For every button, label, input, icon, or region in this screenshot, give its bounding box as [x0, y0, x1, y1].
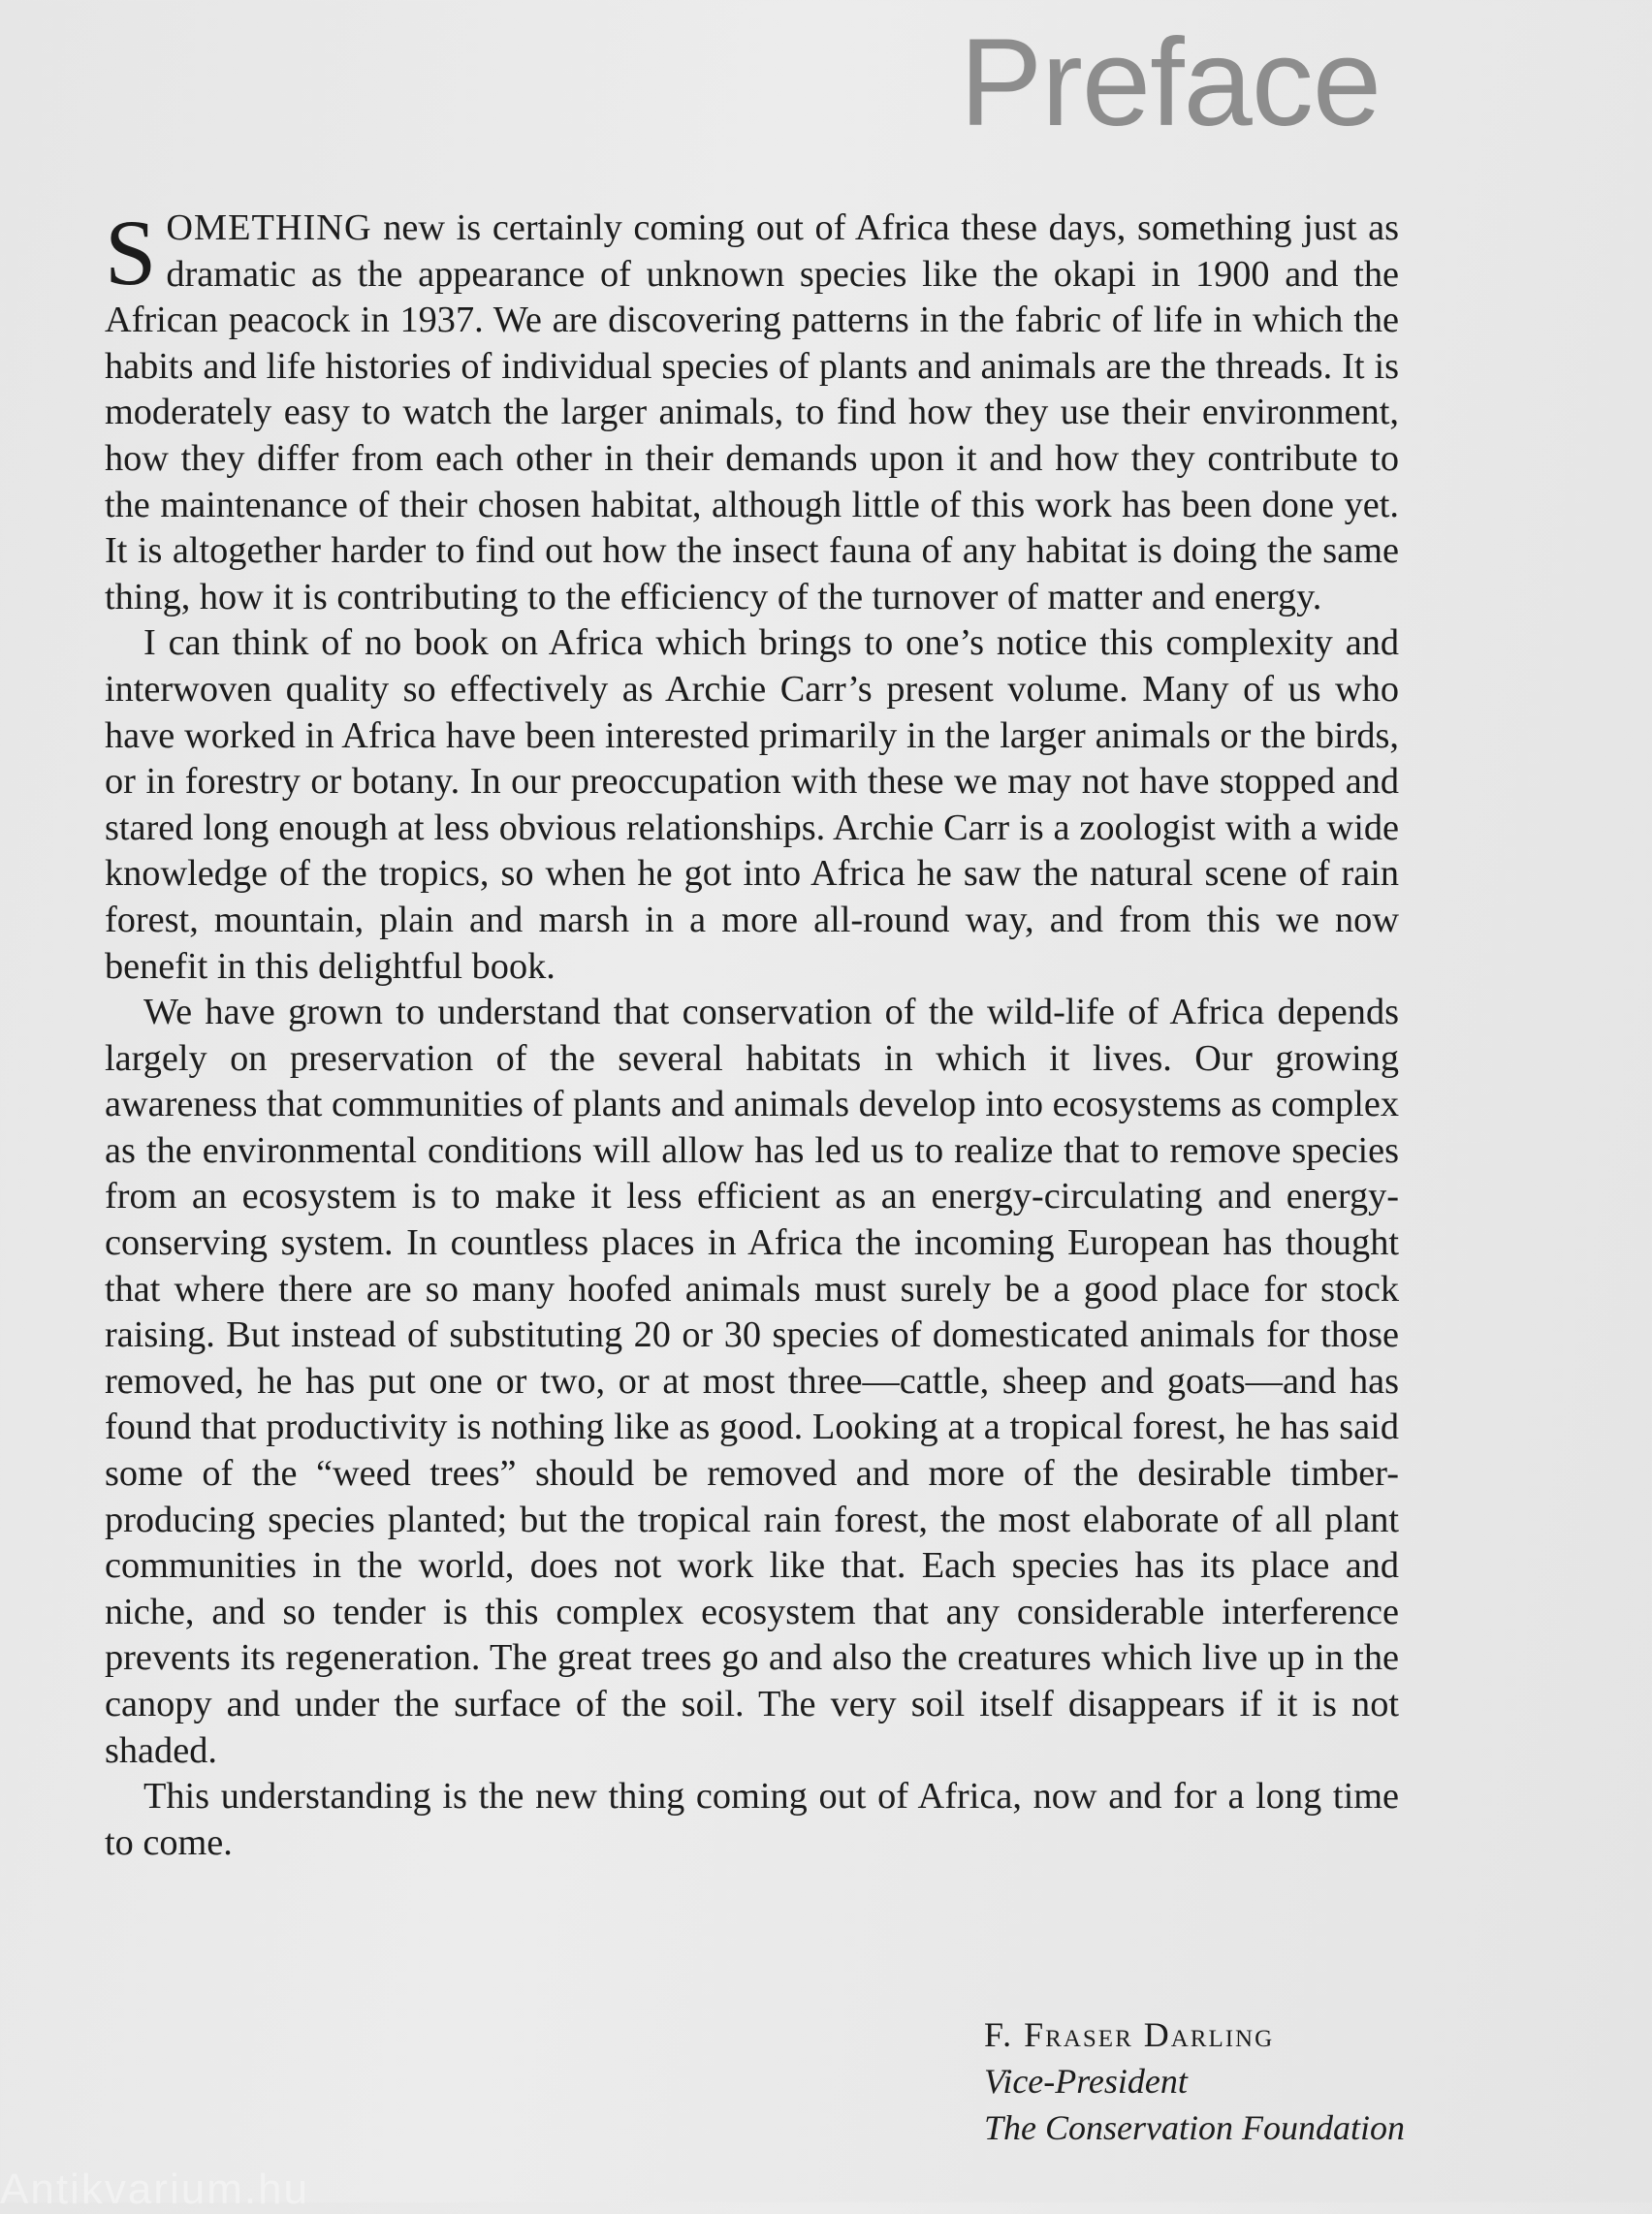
watermark: Antikvarium.hu [0, 2166, 310, 2213]
paragraph-1-text: new is certainly coming out of Africa these days, something just as dramatic as the appearance of unknown species like the okapi in 1900 and the African peacock in 1937. We are discovering patterns in the fabric of life in which the habits and life histories of individual species of plants and animals are the threads. It is moderately easy to watch the larger animals, to find how they use their environment, how they differ from each other in their demands upon it and how they contribute to the maintenance of their chosen habitat, although little of this work has been done yet. It is altogether harder to find out how the insect fauna of any habitat is doing the same thing, how it is contributing to the efficiency of the turnover of matter and energy. [105, 207, 1399, 617]
drop-cap: S [105, 201, 157, 304]
signature-role: Vice-President [984, 2062, 1188, 2101]
signature-block [984, 2011, 1405, 2151]
paragraph-3: We have grown to understand that conservation of the wild-life of Africa depends largely on preservation of the several habitats in which it lives. Our growing awareness that communities of plants and animals develop into ecosystems as complex as the environmental conditions will allow has led us to realize that to remove species from an ecosystem is to make it less efficient as an energy-circulating and energy-conserving system. In countless places in Africa the incoming European has thought that where there are so many hoofed animals must surely be a good place for stock raising. But instead of substituting 20 or 30 species of domesticated animals for those removed, he has put one or two, or at most three—cattle, sheep and goats—and has found that productivity is nothing like as good. Looking at a tropical forest, he has said some of the “weed trees” should be removed and more of the desirable timber-producing species planted; but the tropical rain forest, the most elaborate of all plant communities in the world, does not work like that. Each species has its place and niche, and so tender is this complex ecosystem that any considerable interference prevents its regeneration. The great trees go and also the creatures which live up in the canopy and under the surface of the soil. The very soil itself disappears if it is not shaded. [105, 992, 1399, 1771]
paragraph-1 [105, 201, 1399, 620]
page-title: Preface [959, 14, 1381, 152]
signature-organization: The Conservation Foundation [984, 2108, 1405, 2147]
preface-body [105, 201, 1399, 1866]
lead-smallcaps: OMETHING [166, 207, 372, 248]
paragraph-2: I can think of no book on Africa which brings to one’s notice this complexity and interwoven quality so effectively as Archie Carr’s present volume. Many of us who have worked in Africa have been interested primarily in the larger animals or the birds, or in forestry or botany. In our preoccupation with these we may not have stopped and stared long enough at less obvious relationships. Archie Carr is a zoologist with a wide knowledge of the tropics, so when he got into Africa he saw the natural scene of rain forest, mountain, plain and marsh in a more all-round way, and from this we now benefit in this delightful book. [105, 622, 1399, 987]
paragraph-4: This understanding is the new thing coming out of Africa, now and for a long time to come. [105, 1776, 1399, 1863]
signature-name: F. Fraser Darling [984, 2015, 1275, 2054]
